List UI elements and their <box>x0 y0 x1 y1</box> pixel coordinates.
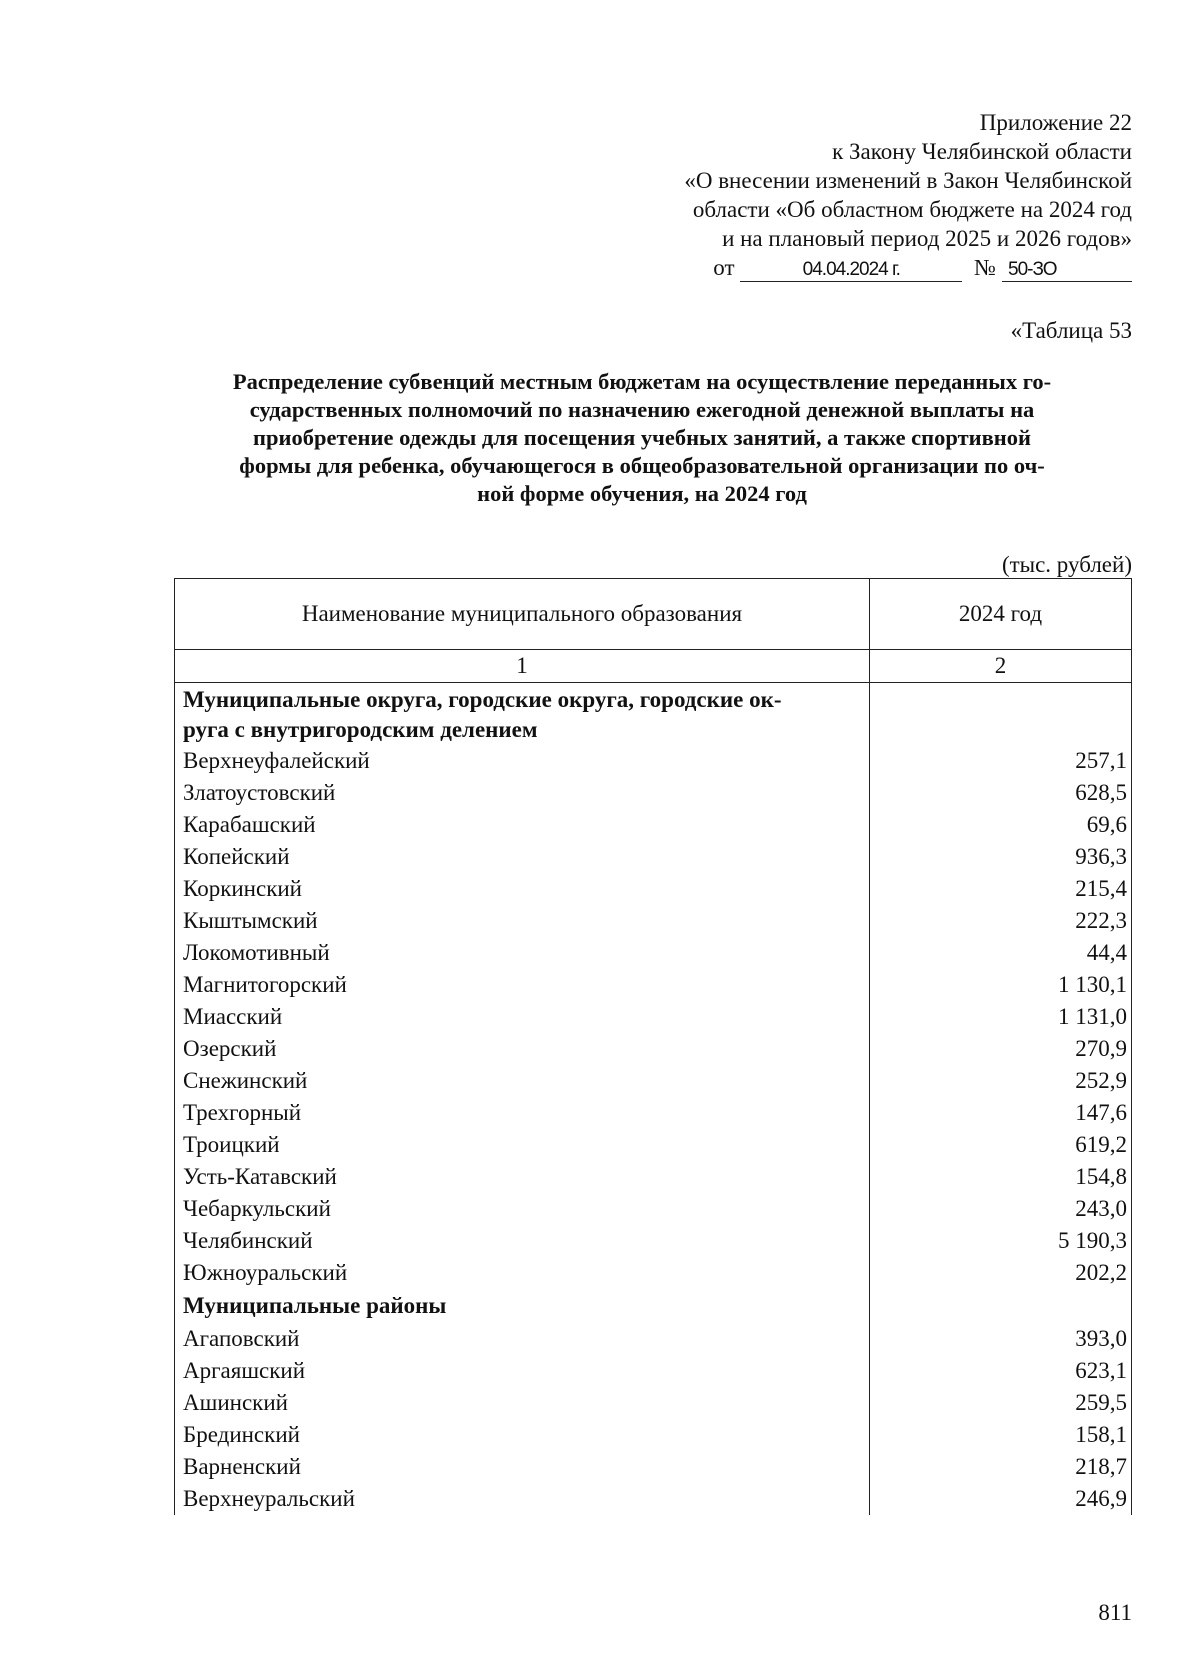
municipality-name: Агаповский <box>175 1323 870 1355</box>
group-value <box>869 1289 1131 1323</box>
table-row <box>175 937 1132 969</box>
subvention-amount: 270,9 <box>869 1033 1131 1065</box>
table-row <box>175 1387 1132 1419</box>
table-row <box>175 1001 1132 1033</box>
table-row <box>175 1193 1132 1225</box>
table-row <box>175 1355 1132 1387</box>
table-row <box>175 1225 1132 1257</box>
table-reference: «Таблица 53 <box>1010 318 1132 343</box>
subvention-amount: 44,4 <box>869 937 1131 969</box>
column-number: 1 <box>175 650 870 683</box>
table-row <box>175 1257 1132 1289</box>
table-row <box>175 905 1132 937</box>
table-row <box>175 1483 1132 1515</box>
subvention-amount: 623,1 <box>869 1355 1131 1387</box>
subvention-table <box>174 578 1132 1515</box>
municipality-name: Усть-Катавский <box>175 1161 870 1193</box>
group-title-line: руга с внутригородским делением <box>183 717 538 742</box>
column-number: 2 <box>869 650 1131 683</box>
subvention-amount: 158,1 <box>869 1419 1131 1451</box>
law-number: 50-ЗО <box>1002 259 1132 282</box>
table-row <box>175 1419 1132 1451</box>
title-line: сударственных полномочий по назначению ежегодной денежной выплаты на <box>249 397 1035 422</box>
subvention-amount: 252,9 <box>869 1065 1131 1097</box>
subvention-amount: 1 131,0 <box>869 1001 1131 1033</box>
table-header-row <box>175 579 1132 650</box>
appendix-line: «О внесении изменений в Закон Челябинской <box>684 168 1132 193</box>
table-row <box>175 841 1132 873</box>
group-row-districts <box>175 1289 1132 1323</box>
appendix-line: Приложение 22 <box>979 110 1132 135</box>
table-row <box>175 1451 1132 1483</box>
subvention-amount: 259,5 <box>869 1387 1131 1419</box>
municipality-name: Аргаяшский <box>175 1355 870 1387</box>
municipality-name: Локомотивный <box>175 937 870 969</box>
municipality-name: Чебаркульский <box>175 1193 870 1225</box>
table-row <box>175 1161 1132 1193</box>
subvention-amount: 202,2 <box>869 1257 1131 1289</box>
appendix-line: и на плановый период 2025 и 2026 годов» <box>722 226 1132 251</box>
subvention-amount: 246,9 <box>869 1483 1131 1515</box>
number-label: № <box>974 255 996 280</box>
title-line: Распределение субвенций местным бюджетам на осуществление переданных го- <box>232 369 1052 394</box>
subvention-amount: 218,7 <box>869 1451 1131 1483</box>
municipality-name: Ашинский <box>175 1387 870 1419</box>
table-row <box>175 809 1132 841</box>
header-year: 2024 год <box>869 579 1131 650</box>
page-number: 811 <box>1098 1600 1132 1625</box>
subvention-amount: 222,3 <box>869 905 1131 937</box>
municipality-name: Снежинский <box>175 1065 870 1097</box>
group-title: Муниципальные районы <box>175 1289 870 1323</box>
municipality-name: Копейский <box>175 841 870 873</box>
subvention-amount: 1 130,1 <box>869 969 1131 1001</box>
municipality-name: Троицкий <box>175 1129 870 1161</box>
table-row <box>175 1033 1132 1065</box>
municipality-name: Трехгорный <box>175 1097 870 1129</box>
column-number-row <box>175 650 1132 683</box>
subvention-amount: 215,4 <box>869 873 1131 905</box>
municipality-name: Брединский <box>175 1419 870 1451</box>
header-municipality: Наименование муниципального образования <box>175 579 870 650</box>
table-row <box>175 777 1132 809</box>
subvention-amount: 393,0 <box>869 1323 1131 1355</box>
group-title-line: Муниципальные округа, городские округа, городские ок- <box>183 687 782 712</box>
table-row <box>175 1129 1132 1161</box>
table-row <box>175 1323 1132 1355</box>
subvention-amount: 628,5 <box>869 777 1131 809</box>
municipality-name: Южноуральский <box>175 1257 870 1289</box>
units-label: (тыс. рублей) <box>1001 552 1132 577</box>
subvention-amount: 243,0 <box>869 1193 1131 1225</box>
municipality-name: Челябинский <box>175 1225 870 1257</box>
table-body <box>175 650 1132 1516</box>
appendix-header <box>492 108 1132 282</box>
appendix-line: области «Об областном бюджете на 2024 год <box>692 197 1132 222</box>
municipality-name: Кыштымский <box>175 905 870 937</box>
title-line: формы для ребенка, обучающегося в общеобразовательной организации по оч- <box>239 453 1045 478</box>
group-row-urban <box>175 683 1132 746</box>
municipality-name: Верхнеуфалейский <box>175 745 870 777</box>
municipality-name: Златоустовский <box>175 777 870 809</box>
subvention-amount: 5 190,3 <box>869 1225 1131 1257</box>
title-line: приобретение одежды для посещения учебных занятий, а также спортивной <box>253 425 1031 450</box>
municipality-name: Миасский <box>175 1001 870 1033</box>
subvention-amount: 147,6 <box>869 1097 1131 1129</box>
subvention-amount: 619,2 <box>869 1129 1131 1161</box>
municipality-name: Озерский <box>175 1033 870 1065</box>
municipality-name: Коркинский <box>175 873 870 905</box>
subvention-amount: 69,6 <box>869 809 1131 841</box>
law-date: 04.04.2024 г. <box>740 259 962 282</box>
municipality-name: Магнитогорский <box>175 969 870 1001</box>
group-title <box>175 683 870 746</box>
table-row <box>175 969 1132 1001</box>
municipality-name: Карабашский <box>175 809 870 841</box>
municipality-name: Верхнеуральский <box>175 1483 870 1515</box>
table-row <box>175 1097 1132 1129</box>
appendix-line: к Закону Челябинской области <box>832 139 1132 164</box>
municipality-name: Варненский <box>175 1451 870 1483</box>
subvention-amount: 154,8 <box>869 1161 1131 1193</box>
document-title <box>172 368 1112 508</box>
table-row <box>175 1065 1132 1097</box>
subvention-amount: 936,3 <box>869 841 1131 873</box>
law-date-number-line <box>492 253 1132 282</box>
subvention-amount: 257,1 <box>869 745 1131 777</box>
from-label: от <box>713 255 735 280</box>
title-line: ной форме обучения, на 2024 год <box>477 481 807 506</box>
group-value <box>869 683 1131 746</box>
table-row <box>175 745 1132 777</box>
table-row <box>175 873 1132 905</box>
